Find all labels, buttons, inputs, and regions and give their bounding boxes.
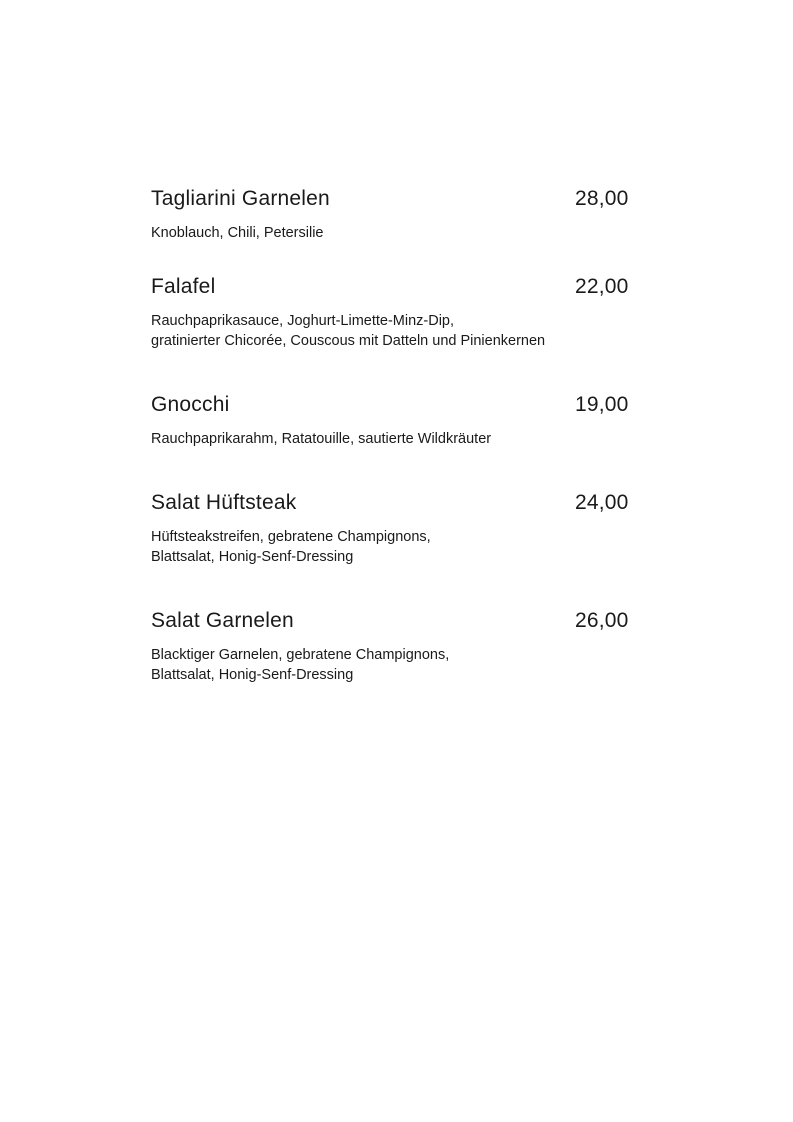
dish-description: [151, 429, 621, 449]
dish-description: [151, 223, 621, 243]
dish-description: [151, 527, 621, 567]
dish-description-line: Hüftsteakstreifen, gebratene Champignons,: [151, 529, 431, 545]
dish-title: Salat Garnelen: [151, 609, 294, 632]
dish-description-line: Blattsalat, Honig-Senf-Dressing: [151, 549, 354, 565]
dish-title: Tagliarini Garnelen: [151, 187, 330, 210]
dish-price: 24,00: [575, 491, 629, 514]
dish-price: 26,00: [575, 609, 629, 632]
dish-description-line: Rauchpaprikarahm, Ratatouille, sautierte Wildkräuter: [151, 431, 492, 447]
dish-description-line: Rauchpaprikasauce, Joghurt-Limette-Minz-Dip,: [151, 313, 455, 329]
dish-description: [151, 311, 621, 351]
dish-description-line: gratinierter Chicorée, Couscous mit Datteln und Pinienkernen: [151, 333, 546, 349]
dish-title: Falafel: [151, 275, 216, 298]
dish-price: 19,00: [575, 393, 629, 416]
dish-price: 28,00: [575, 187, 629, 210]
dish-price: 22,00: [575, 275, 629, 298]
dish-description: [151, 645, 621, 685]
dish-description-line: Blattsalat, Honig-Senf-Dressing: [151, 667, 354, 683]
dish-description-line: Blacktiger Garnelen, gebratene Champignons,: [151, 647, 450, 663]
dish-title: Salat Hüftsteak: [151, 491, 297, 514]
dish-description-line: Knoblauch, Chili, Petersilie: [151, 225, 324, 241]
dish-title: Gnocchi: [151, 393, 230, 416]
